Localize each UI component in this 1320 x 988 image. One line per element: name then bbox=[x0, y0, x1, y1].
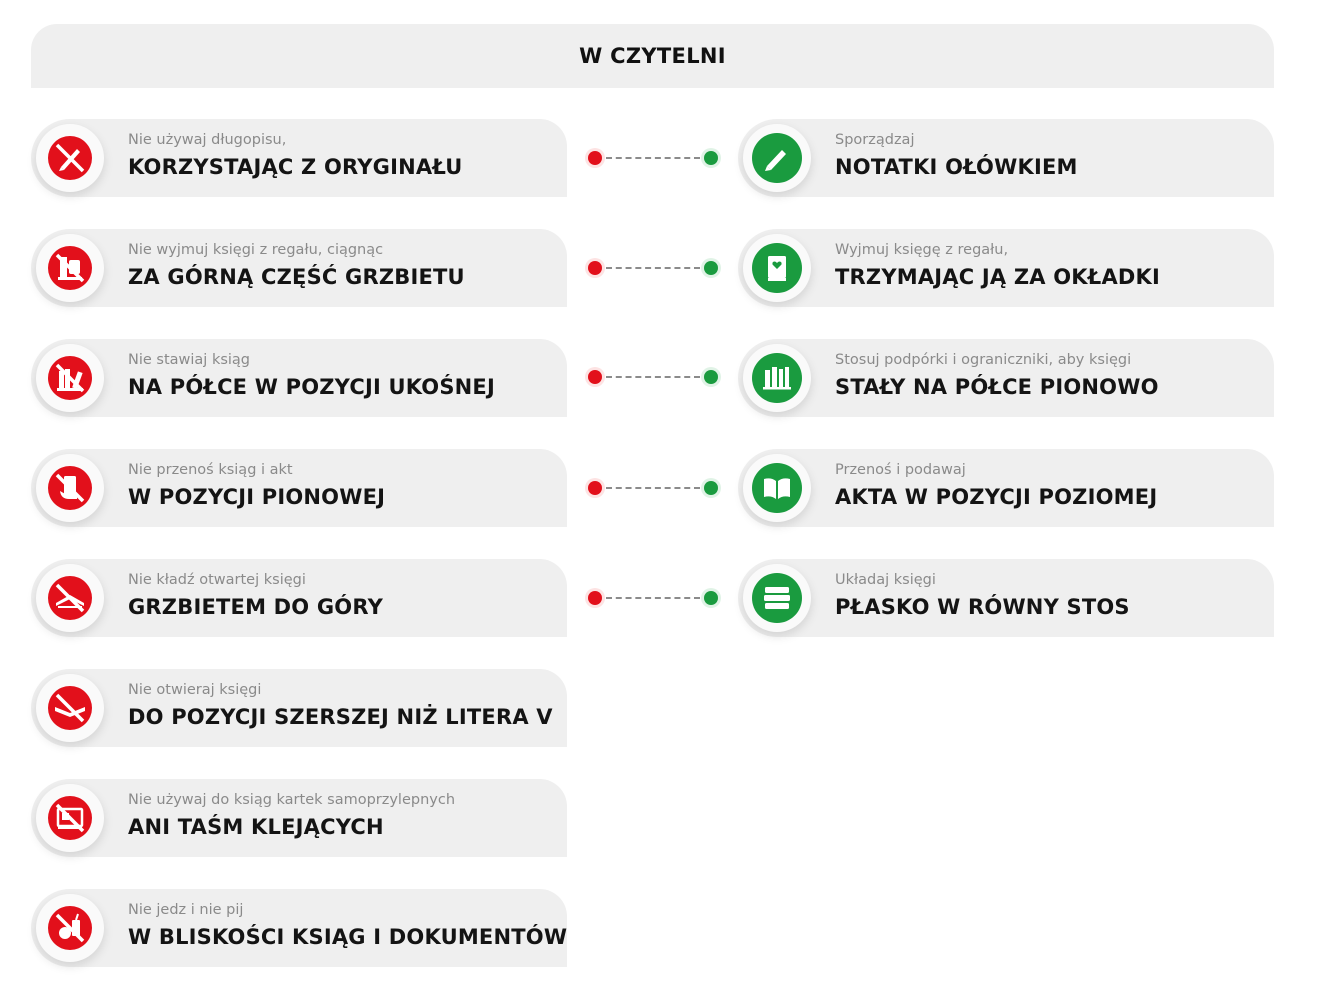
no-vertical-carry-icon bbox=[36, 454, 104, 522]
dont-card bbox=[31, 339, 567, 417]
dont-card bbox=[31, 559, 567, 637]
red-dot-icon bbox=[588, 151, 602, 165]
card-subtitle: Wyjmuj księgę z regału, bbox=[835, 242, 1009, 258]
dashed-line bbox=[606, 267, 700, 269]
dashed-line bbox=[606, 597, 700, 599]
card-subtitle: Sporządzaj bbox=[835, 132, 915, 148]
do-card bbox=[738, 559, 1274, 637]
green-dot-icon bbox=[704, 151, 718, 165]
card-subtitle: Nie stawiaj ksiąg bbox=[128, 352, 251, 368]
card-title: W POZYCJI PIONOWEJ bbox=[128, 485, 386, 509]
card-title: PŁASKO W RÓWNY STOS bbox=[835, 595, 1130, 619]
page-header bbox=[31, 24, 1274, 88]
card-subtitle: Nie jedz i nie pij bbox=[128, 902, 244, 918]
pair-connector bbox=[588, 370, 718, 384]
card-subtitle: Nie używaj długopisu, bbox=[128, 132, 287, 148]
do-card bbox=[738, 449, 1274, 527]
card-title: NOTATKI OŁÓWKIEM bbox=[835, 155, 1078, 179]
card-title: STAŁY NA PÓŁCE PIONOWO bbox=[835, 375, 1159, 399]
dashed-line bbox=[606, 376, 700, 378]
book-stack-icon bbox=[743, 564, 811, 632]
dont-card bbox=[31, 229, 567, 307]
red-dot-icon bbox=[588, 481, 602, 495]
dashed-line bbox=[606, 157, 700, 159]
book-cover-icon bbox=[743, 234, 811, 302]
do-card bbox=[738, 119, 1274, 197]
dashed-line bbox=[606, 487, 700, 489]
no-slanted-books-icon bbox=[36, 344, 104, 412]
card-subtitle: Nie kładź otwartej księgi bbox=[128, 572, 306, 588]
do-card bbox=[738, 229, 1274, 307]
pair-connector bbox=[588, 151, 718, 165]
pair-connector bbox=[588, 481, 718, 495]
pair-connector bbox=[588, 591, 718, 605]
card-subtitle: Stosuj podpórki i ograniczniki, aby księgi bbox=[835, 352, 1132, 368]
card-title: KORZYSTAJĄC Z ORYGINAŁU bbox=[128, 155, 463, 179]
page-title: W CZYTELNI bbox=[579, 44, 726, 68]
card-title: DO POZYCJI SZERSZEJ NIŻ LITERA V bbox=[128, 705, 553, 729]
no-pull-book-spine-icon bbox=[36, 234, 104, 302]
dont-card bbox=[31, 119, 567, 197]
dont-card bbox=[31, 669, 567, 747]
card-title: TRZYMAJĄC JĄ ZA OKŁADKI bbox=[835, 265, 1161, 289]
pencil-icon bbox=[743, 124, 811, 192]
no-pen-icon bbox=[36, 124, 104, 192]
green-dot-icon bbox=[704, 261, 718, 275]
card-subtitle: Nie przenoś ksiąg i akt bbox=[128, 462, 293, 478]
card-subtitle: Nie otwieraj księgi bbox=[128, 682, 262, 698]
no-food-drink-icon bbox=[36, 894, 104, 962]
red-dot-icon bbox=[588, 370, 602, 384]
card-subtitle: Układaj księgi bbox=[835, 572, 936, 588]
green-dot-icon bbox=[704, 591, 718, 605]
dont-card bbox=[31, 449, 567, 527]
card-subtitle: Nie wyjmuj księgi z regału, ciągnąc bbox=[128, 242, 384, 258]
card-title: ANI TAŚM KLEJĄCYCH bbox=[128, 815, 384, 839]
card-title: W BLISKOŚCI KSIĄG I DOKUMENTÓW bbox=[128, 925, 568, 949]
open-book-icon bbox=[743, 454, 811, 522]
green-dot-icon bbox=[704, 481, 718, 495]
card-subtitle: Przenoś i podawaj bbox=[835, 462, 966, 478]
no-sticky-notes-icon bbox=[36, 784, 104, 852]
pair-connector bbox=[588, 261, 718, 275]
card-title: ZA GÓRNĄ CZĘŚĆ GRZBIETU bbox=[128, 265, 465, 289]
upright-books-icon bbox=[743, 344, 811, 412]
card-title: GRZBIETEM DO GÓRY bbox=[128, 595, 383, 619]
do-card bbox=[738, 339, 1274, 417]
card-title: NA PÓŁCE W POZYCJI UKOŚNEJ bbox=[128, 375, 495, 399]
red-dot-icon bbox=[588, 591, 602, 605]
card-subtitle: Nie używaj do ksiąg kartek samoprzylepnych bbox=[128, 792, 456, 808]
dont-card bbox=[31, 889, 567, 967]
dont-card bbox=[31, 779, 567, 857]
no-open-book-face-down-icon bbox=[36, 564, 104, 632]
red-dot-icon bbox=[588, 261, 602, 275]
green-dot-icon bbox=[704, 370, 718, 384]
card-title: AKTA W POZYCJI POZIOMEJ bbox=[835, 485, 1158, 509]
no-wide-open-book-icon bbox=[36, 674, 104, 742]
